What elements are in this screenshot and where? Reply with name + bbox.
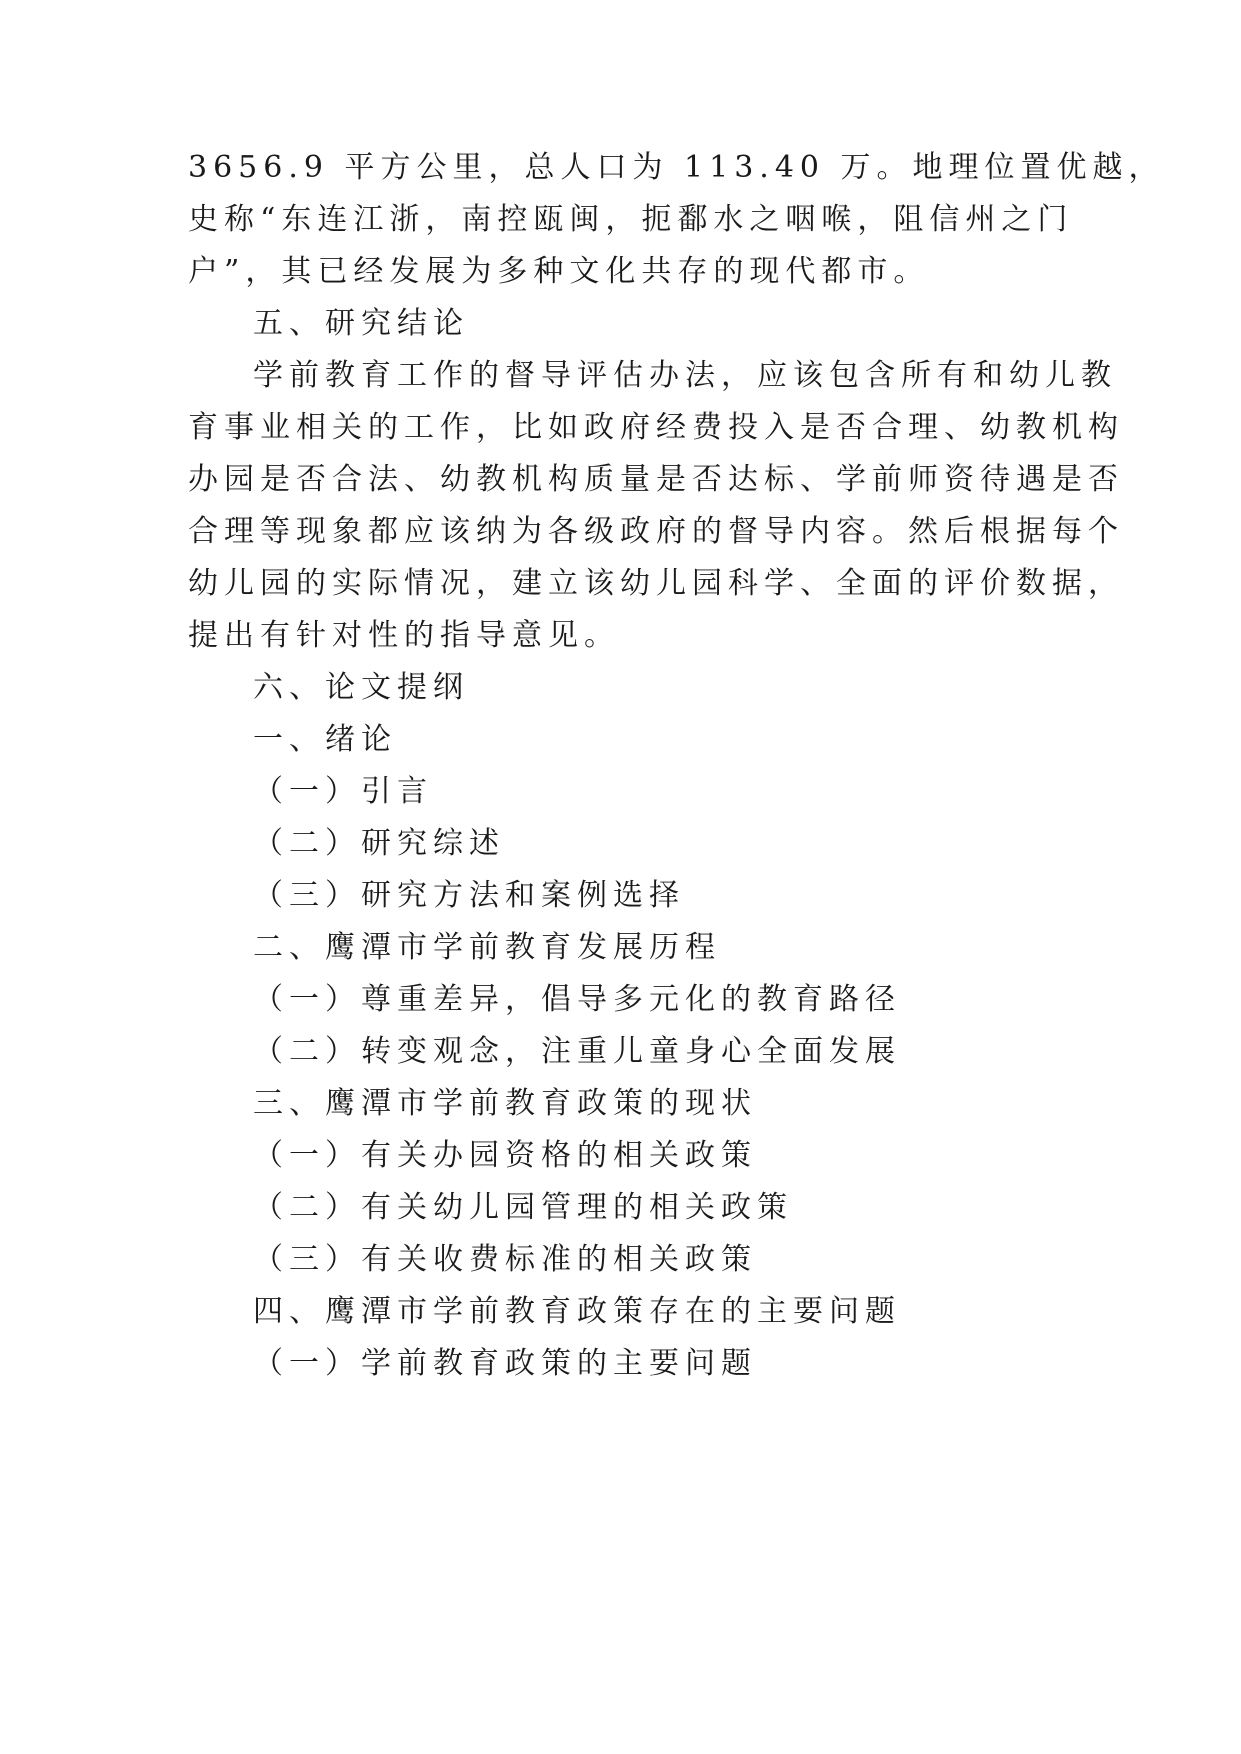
text-line: 史称“东连江浙，南控瓯闽，扼鄱水之咽喉，阻信州之门	[188, 202, 1074, 237]
text-line: 3656.9 平方公里，总人口为 113.40 万。地理位置优越，	[188, 150, 1165, 185]
outline-item: （一）学前教育政策的主要问题	[253, 1346, 757, 1381]
section-heading: 六、论文提纲	[253, 670, 469, 705]
section-heading: 五、研究结论	[253, 306, 469, 341]
outline-chapter: 四、鹰潭市学前教育政策存在的主要问题	[253, 1294, 901, 1329]
text-line: 合理等现象都应该纳为各级政府的督导内容。然后根据每个	[188, 514, 1124, 549]
outline-item: （三）有关收费标准的相关政策	[253, 1242, 757, 1277]
text-line: 办园是否合法、幼教机构质量是否达标、学前师资待遇是否	[188, 462, 1124, 497]
text-line: 育事业相关的工作，比如政府经费投入是否合理、幼教机构	[188, 410, 1124, 445]
outline-item: （三）研究方法和案例选择	[253, 878, 685, 913]
text-line: 幼儿园的实际情况，建立该幼儿园科学、全面的评价数据，	[188, 566, 1124, 601]
text-line: 提出有针对性的指导意见。	[188, 618, 620, 653]
outline-item: （二）转变观念，注重儿童身心全面发展	[253, 1034, 901, 1069]
outline-item: （一）引言	[253, 774, 433, 809]
outline-item: （二）研究综述	[253, 826, 505, 861]
text-line: 户”，其已经发展为多种文化共存的现代都市。	[188, 254, 930, 289]
outline-chapter: 三、鹰潭市学前教育政策的现状	[253, 1086, 757, 1121]
outline-item: （一）尊重差异，倡导多元化的教育路径	[253, 982, 901, 1017]
paragraph-first-line: 学前教育工作的督导评估办法，应该包含所有和幼儿教	[253, 358, 1117, 393]
outline-chapter: 二、鹰潭市学前教育发展历程	[253, 930, 721, 965]
outline-chapter: 一、绪论	[253, 722, 397, 757]
outline-item: （二）有关幼儿园管理的相关政策	[253, 1190, 793, 1225]
outline-item: （一）有关办园资格的相关政策	[253, 1138, 757, 1173]
